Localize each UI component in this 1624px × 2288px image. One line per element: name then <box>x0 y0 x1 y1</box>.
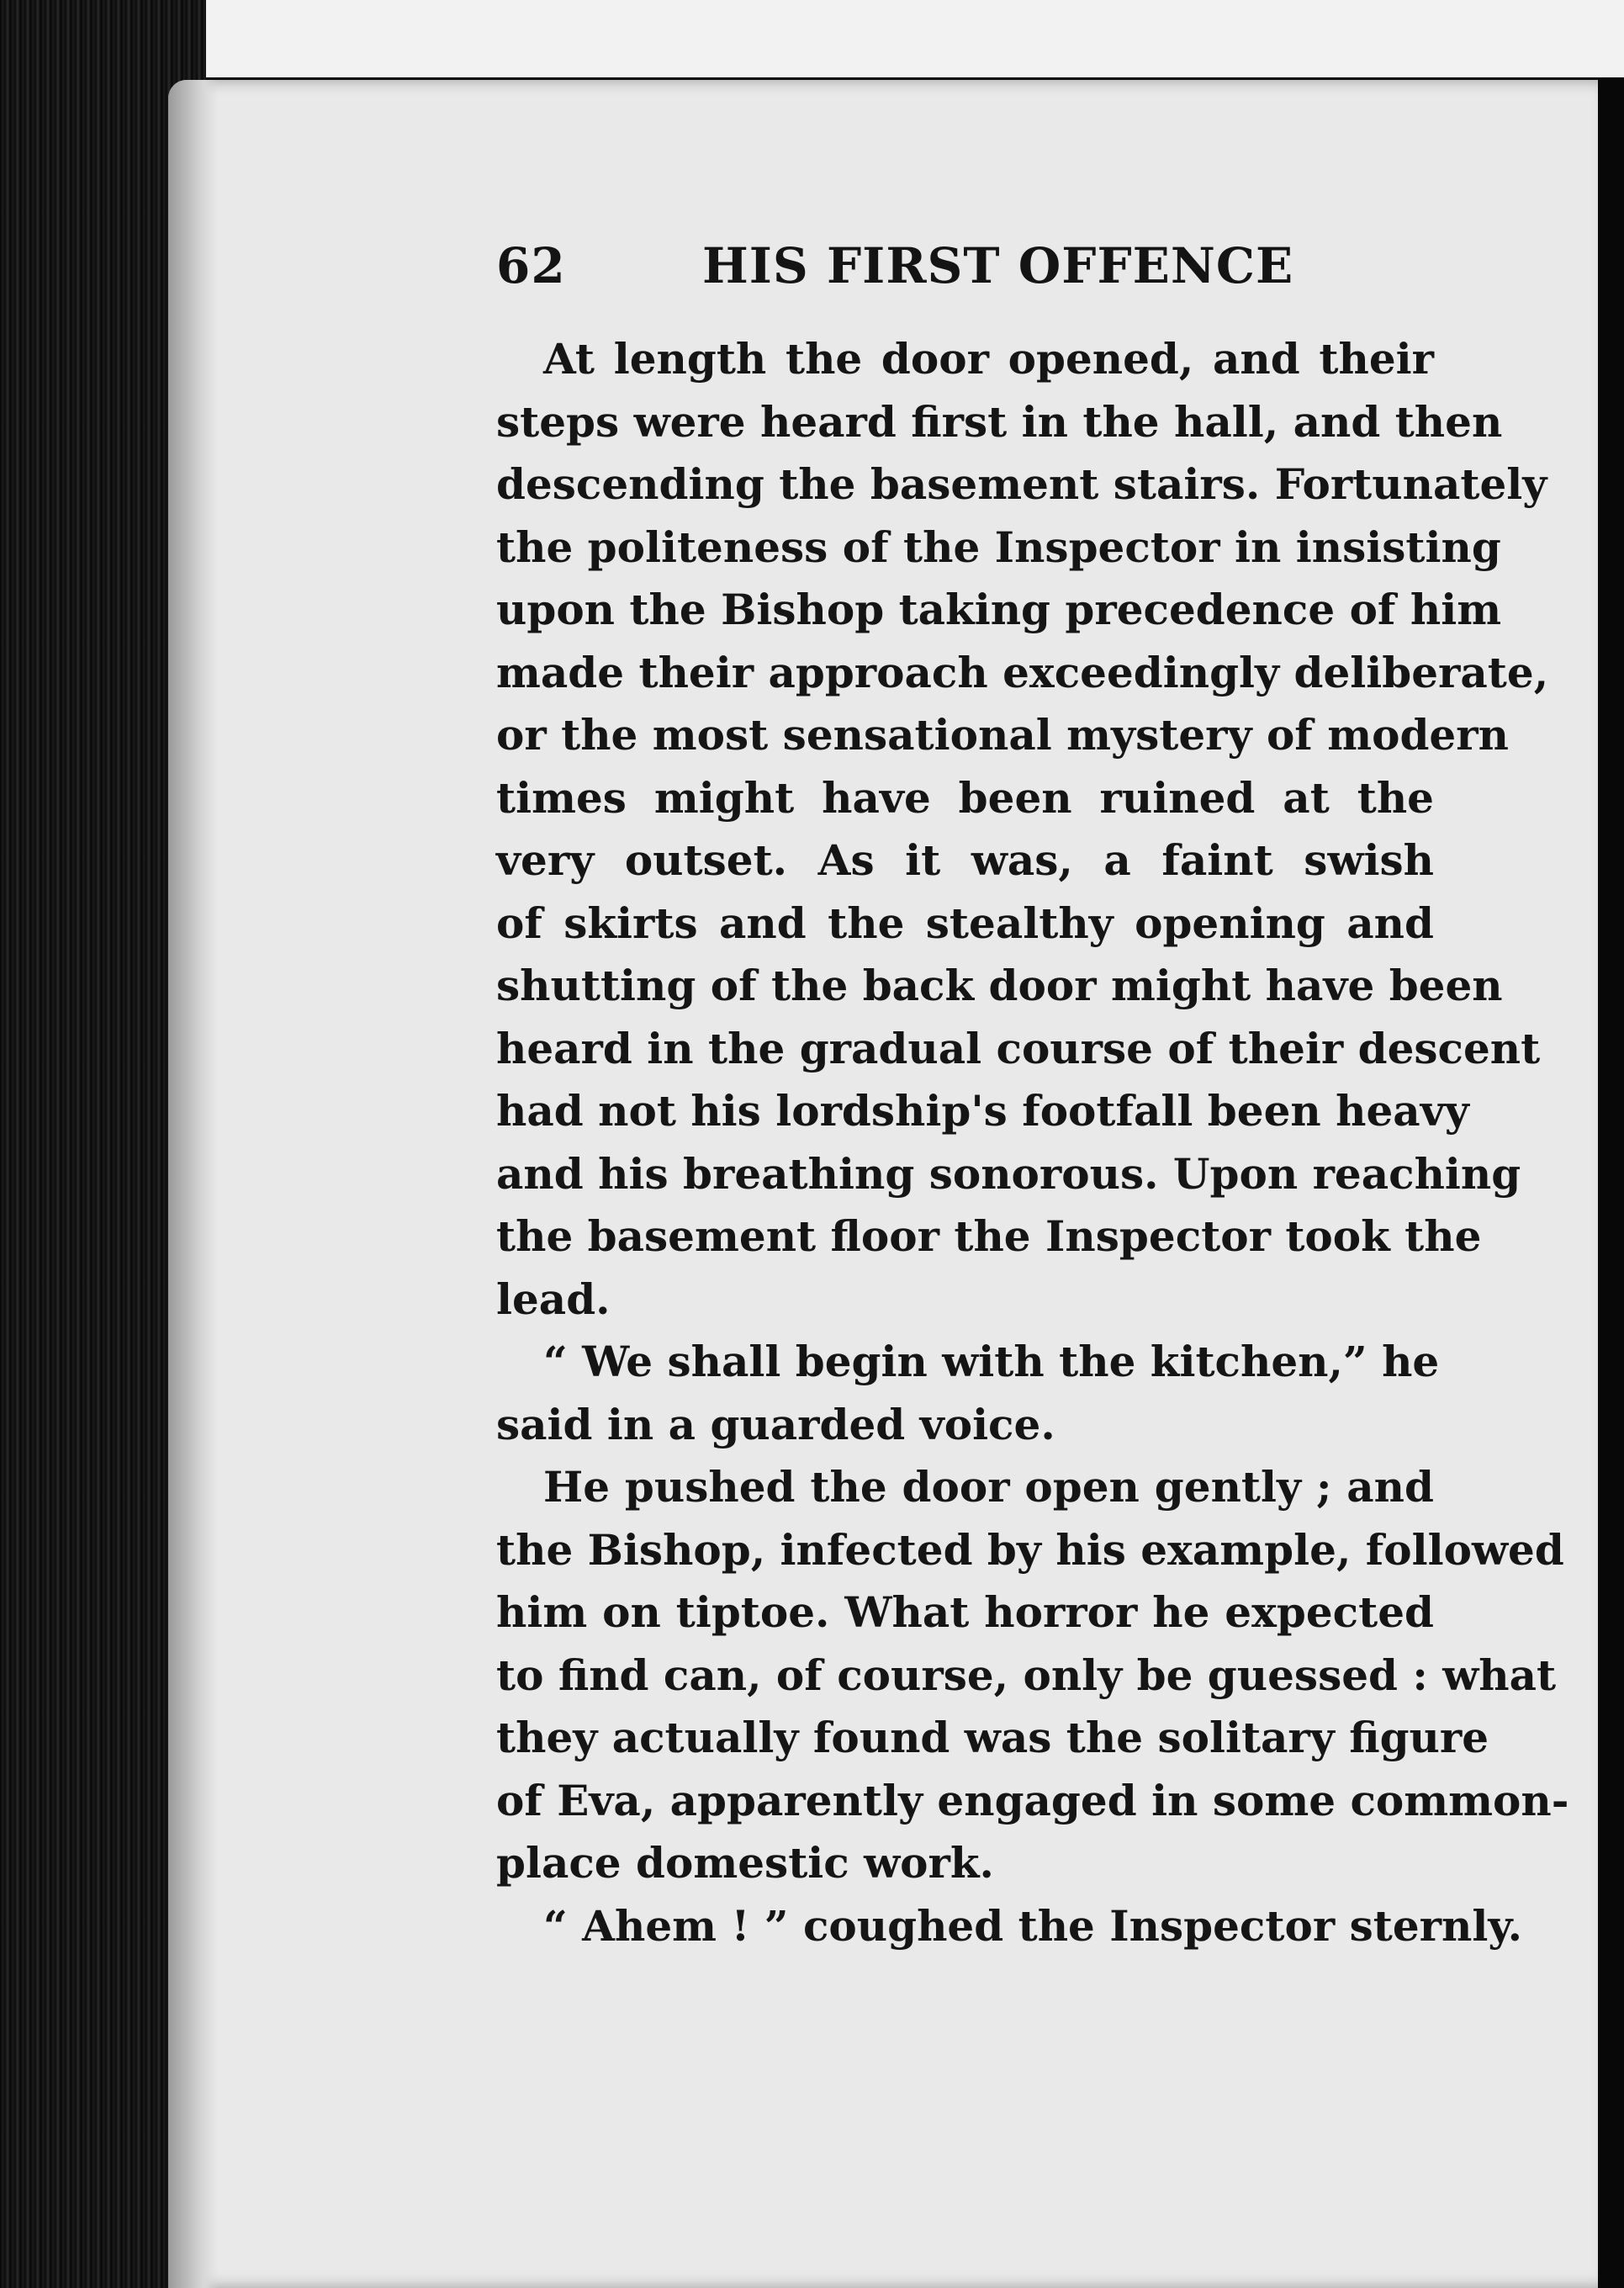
text-line: very outset. As it was, a faint swish <box>496 835 1434 885</box>
text-line: descending the basement stairs. Fortunately <box>496 459 1547 509</box>
text-line: steps were heard first in the hall, and then <box>496 396 1503 447</box>
text-line: of Eva, apparently engaged in some common- <box>496 1775 1569 1825</box>
text-line: they actually found was the solitary figure <box>496 1713 1489 1762</box>
text-line: upon the Bishop taking precedence of him <box>496 585 1502 634</box>
text-line: “ We shall begin with the kitchen,” he <box>543 1337 1440 1386</box>
body-text <box>496 328 1569 1957</box>
text-line: and his breathing sonorous. Upon reaching <box>496 1148 1521 1199</box>
scan-top-margin <box>0 0 1624 77</box>
text-line: the politeness of the Inspector in insisting <box>496 522 1501 572</box>
text-line: had not his lordship's footfall been heavy <box>496 1086 1469 1136</box>
text-line: times might have been ruined at the <box>496 772 1434 823</box>
text-line: shutting of the back door might have been <box>496 961 1503 1010</box>
text-line: heard in the gradual course of their descent <box>496 1023 1541 1073</box>
text-line: made their approach exceedingly deliberate, <box>496 647 1549 697</box>
text-line: place domestic work. <box>496 1838 994 1888</box>
text-line: At length the door opened, and their <box>543 334 1434 384</box>
text-line: the basement floor the Inspector took the <box>496 1211 1482 1261</box>
text-line: lead. <box>496 1274 611 1324</box>
running-head <box>496 237 1438 313</box>
text-line: the Bishop, infected by his example, followed <box>496 1524 1564 1575</box>
running-title: HIS FIRST OFFENCE <box>702 237 1294 294</box>
text-line: of skirts and the stealthy opening and <box>496 898 1434 948</box>
text-line: or the most sensational mystery of modern <box>496 710 1509 760</box>
text-line: “ Ahem ! ” coughed the Inspector sternly. <box>543 1900 1523 1951</box>
page-gutter-shadow <box>168 80 219 2288</box>
page-number: 62 <box>496 237 566 294</box>
text-line: said in a guarded voice. <box>496 1399 1055 1449</box>
text-line: to find can, of course, only be guessed : what <box>496 1650 1557 1700</box>
text-line: He pushed the door open gently ; and <box>543 1462 1434 1512</box>
text-line: him on tiptoe. What horror he expected <box>496 1587 1434 1637</box>
